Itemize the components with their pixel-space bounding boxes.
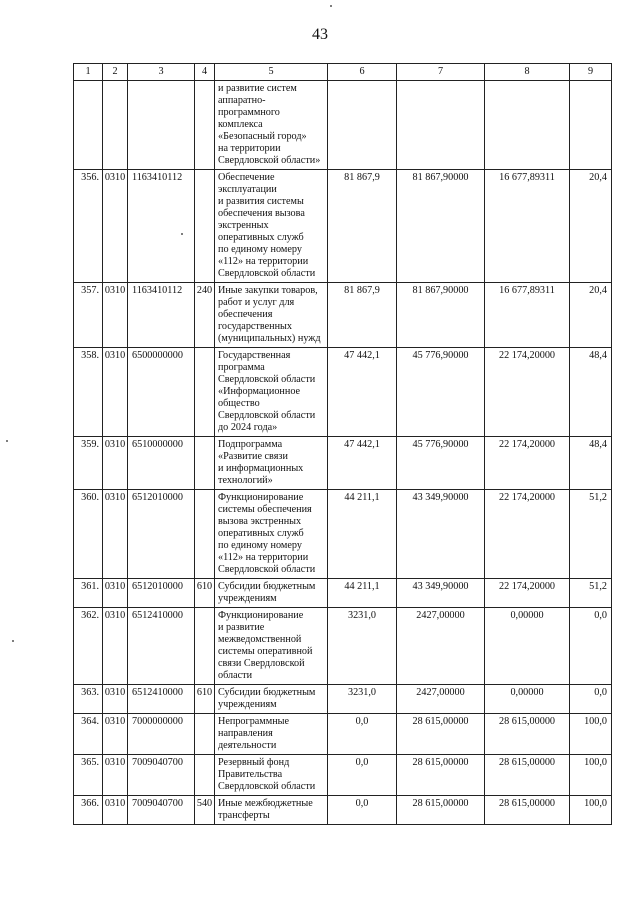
table-row — [74, 283, 612, 348]
section-code-cell: 0310 — [103, 437, 128, 490]
executed-amount-cell: 22 174,20000 — [485, 437, 570, 490]
expense-type-cell — [195, 490, 215, 579]
approved-amount-cell: 0,0 — [328, 755, 397, 796]
target-code-cell: 6512410000 — [128, 608, 195, 685]
percent-cell: 20,4 — [570, 283, 612, 348]
budget-table — [73, 63, 612, 825]
refined-amount-cell: 2427,00000 — [397, 608, 485, 685]
approved-amount-cell: 3231,0 — [328, 608, 397, 685]
refined-amount-cell: 45 776,90000 — [397, 348, 485, 437]
refined-amount-cell: 81 867,90000 — [397, 170, 485, 283]
refined-amount-cell — [397, 81, 485, 170]
refined-amount-cell: 28 615,00000 — [397, 796, 485, 825]
refined-amount-cell: 81 867,90000 — [397, 283, 485, 348]
name-cell: Функционирование и развитие межведомственной системы оперативной связи Свердловской области — [215, 608, 328, 685]
refined-amount-cell: 28 615,00000 — [397, 714, 485, 755]
executed-amount-cell: 22 174,20000 — [485, 579, 570, 608]
target-code-cell: 6500000000 — [128, 348, 195, 437]
target-code-cell: 6510000000 — [128, 437, 195, 490]
approved-amount-cell: 47 442,1 — [328, 348, 397, 437]
name-cell: Иные закупки товаров, работ и услуг для обеспечения государственных (муниципальных) нужд — [215, 283, 328, 348]
row-number-cell: 359. — [74, 437, 103, 490]
executed-amount-cell: 22 174,20000 — [485, 348, 570, 437]
approved-amount-cell: 0,0 — [328, 796, 397, 825]
row-number-cell: 360. — [74, 490, 103, 579]
table-row — [74, 579, 612, 608]
section-code-cell: 0310 — [103, 170, 128, 283]
executed-amount-cell — [485, 81, 570, 170]
header-row — [74, 64, 612, 81]
name-cell: и развитие систем аппаратно- программного комплекса «Безопасный город» на территории Свердловской области» — [215, 81, 328, 170]
approved-amount-cell: 44 211,1 — [328, 579, 397, 608]
approved-amount-cell: 0,0 — [328, 714, 397, 755]
target-code-cell: 7009040700 — [128, 755, 195, 796]
name-cell: Субсидии бюджетным учреждениям — [215, 685, 328, 714]
percent-cell: 51,2 — [570, 579, 612, 608]
section-code-cell: 0310 — [103, 796, 128, 825]
expense-type-cell: 240 — [195, 283, 215, 348]
row-number-cell: 357. — [74, 283, 103, 348]
name-cell: Подпрограмма «Развитие связи и информационных технологий» — [215, 437, 328, 490]
table-body — [74, 81, 612, 825]
refined-amount-cell: 43 349,90000 — [397, 579, 485, 608]
row-number-cell: 356. — [74, 170, 103, 283]
approved-amount-cell: 81 867,9 — [328, 283, 397, 348]
executed-amount-cell: 28 615,00000 — [485, 796, 570, 825]
expense-type-cell: 540 — [195, 796, 215, 825]
row-number-cell: 361. — [74, 579, 103, 608]
refined-amount-cell: 28 615,00000 — [397, 755, 485, 796]
section-code-cell: 0310 — [103, 685, 128, 714]
row-number-cell: 364. — [74, 714, 103, 755]
row-number-cell: 358. — [74, 348, 103, 437]
expense-type-cell — [195, 714, 215, 755]
percent-cell: 48,4 — [570, 437, 612, 490]
executed-amount-cell: 28 615,00000 — [485, 714, 570, 755]
percent-cell: 0,0 — [570, 608, 612, 685]
table-row — [74, 755, 612, 796]
percent-cell: 0,0 — [570, 685, 612, 714]
expense-type-cell — [195, 755, 215, 796]
percent-cell: 48,4 — [570, 348, 612, 437]
scan-speck — [12, 640, 14, 642]
section-code-cell: 0310 — [103, 348, 128, 437]
column-header: 8 — [485, 64, 570, 81]
executed-amount-cell: 28 615,00000 — [485, 755, 570, 796]
approved-amount-cell: 3231,0 — [328, 685, 397, 714]
executed-amount-cell: 16 677,89311 — [485, 170, 570, 283]
column-header: 9 — [570, 64, 612, 81]
target-code-cell: 6512410000 — [128, 685, 195, 714]
expense-type-cell — [195, 437, 215, 490]
section-code-cell: 0310 — [103, 579, 128, 608]
expense-type-cell — [195, 170, 215, 283]
row-number-cell: 365. — [74, 755, 103, 796]
page-number: 43 — [312, 26, 328, 43]
target-code-cell: 7009040700 — [128, 796, 195, 825]
row-number-cell: 363. — [74, 685, 103, 714]
section-code-cell: 0310 — [103, 755, 128, 796]
percent-cell: 100,0 — [570, 714, 612, 755]
percent-cell: 100,0 — [570, 796, 612, 825]
table-row — [74, 81, 612, 170]
name-cell: Субсидии бюджетным учреждениям — [215, 579, 328, 608]
name-cell: Государственная программа Свердловской области «Информационное общество Свердловской области до 2024 года» — [215, 348, 328, 437]
table-row — [74, 348, 612, 437]
approved-amount-cell: 81 867,9 — [328, 170, 397, 283]
approved-amount-cell — [328, 81, 397, 170]
column-header: 6 — [328, 64, 397, 81]
refined-amount-cell: 45 776,90000 — [397, 437, 485, 490]
table-row — [74, 608, 612, 685]
table-row — [74, 685, 612, 714]
target-code-cell: 7000000000 — [128, 714, 195, 755]
row-number-cell — [74, 81, 103, 170]
name-cell: Резервный фонд Правительства Свердловской области — [215, 755, 328, 796]
scan-speck — [330, 5, 332, 7]
name-cell: Иные межбюджетные трансферты — [215, 796, 328, 825]
expense-type-cell — [195, 608, 215, 685]
column-header: 5 — [215, 64, 328, 81]
column-header: 1 — [74, 64, 103, 81]
percent-cell: 100,0 — [570, 755, 612, 796]
column-header: 2 — [103, 64, 128, 81]
table-row — [74, 490, 612, 579]
target-code-cell: 6512010000 — [128, 579, 195, 608]
scan-speck — [6, 440, 8, 442]
scan-speck — [181, 233, 183, 235]
executed-amount-cell: 16 677,89311 — [485, 283, 570, 348]
section-code-cell: 0310 — [103, 283, 128, 348]
percent-cell: 51,2 — [570, 490, 612, 579]
section-code-cell: 0310 — [103, 714, 128, 755]
approved-amount-cell: 44 211,1 — [328, 490, 397, 579]
table-row — [74, 796, 612, 825]
approved-amount-cell: 47 442,1 — [328, 437, 397, 490]
row-number-cell: 366. — [74, 796, 103, 825]
percent-cell: 20,4 — [570, 170, 612, 283]
expense-type-cell — [195, 348, 215, 437]
refined-amount-cell: 43 349,90000 — [397, 490, 485, 579]
section-code-cell — [103, 81, 128, 170]
section-code-cell: 0310 — [103, 490, 128, 579]
column-header: 4 — [195, 64, 215, 81]
column-header: 3 — [128, 64, 195, 81]
percent-cell — [570, 81, 612, 170]
executed-amount-cell: 0,00000 — [485, 608, 570, 685]
name-cell: Непрограммные направления деятельности — [215, 714, 328, 755]
name-cell: Обеспечение эксплуатации и развития системы обеспечения вызова экстренных оперативных служб по единому номеру «112» на территории Свердловской области — [215, 170, 328, 283]
table-row — [74, 170, 612, 283]
table-row — [74, 714, 612, 755]
table-row — [74, 437, 612, 490]
column-header: 7 — [397, 64, 485, 81]
target-code-cell: 6512010000 — [128, 490, 195, 579]
target-code-cell: 1163410112 — [128, 170, 195, 283]
target-code-cell: 1163410112 — [128, 283, 195, 348]
expense-type-cell — [195, 81, 215, 170]
expense-type-cell: 610 — [195, 579, 215, 608]
name-cell: Функционирование системы обеспечения вызова экстренных оперативных служб по единому номеру «112» на территории Свердловской области — [215, 490, 328, 579]
section-code-cell: 0310 — [103, 608, 128, 685]
row-number-cell: 362. — [74, 608, 103, 685]
executed-amount-cell: 22 174,20000 — [485, 490, 570, 579]
target-code-cell — [128, 81, 195, 170]
expense-type-cell: 610 — [195, 685, 215, 714]
executed-amount-cell: 0,00000 — [485, 685, 570, 714]
refined-amount-cell: 2427,00000 — [397, 685, 485, 714]
